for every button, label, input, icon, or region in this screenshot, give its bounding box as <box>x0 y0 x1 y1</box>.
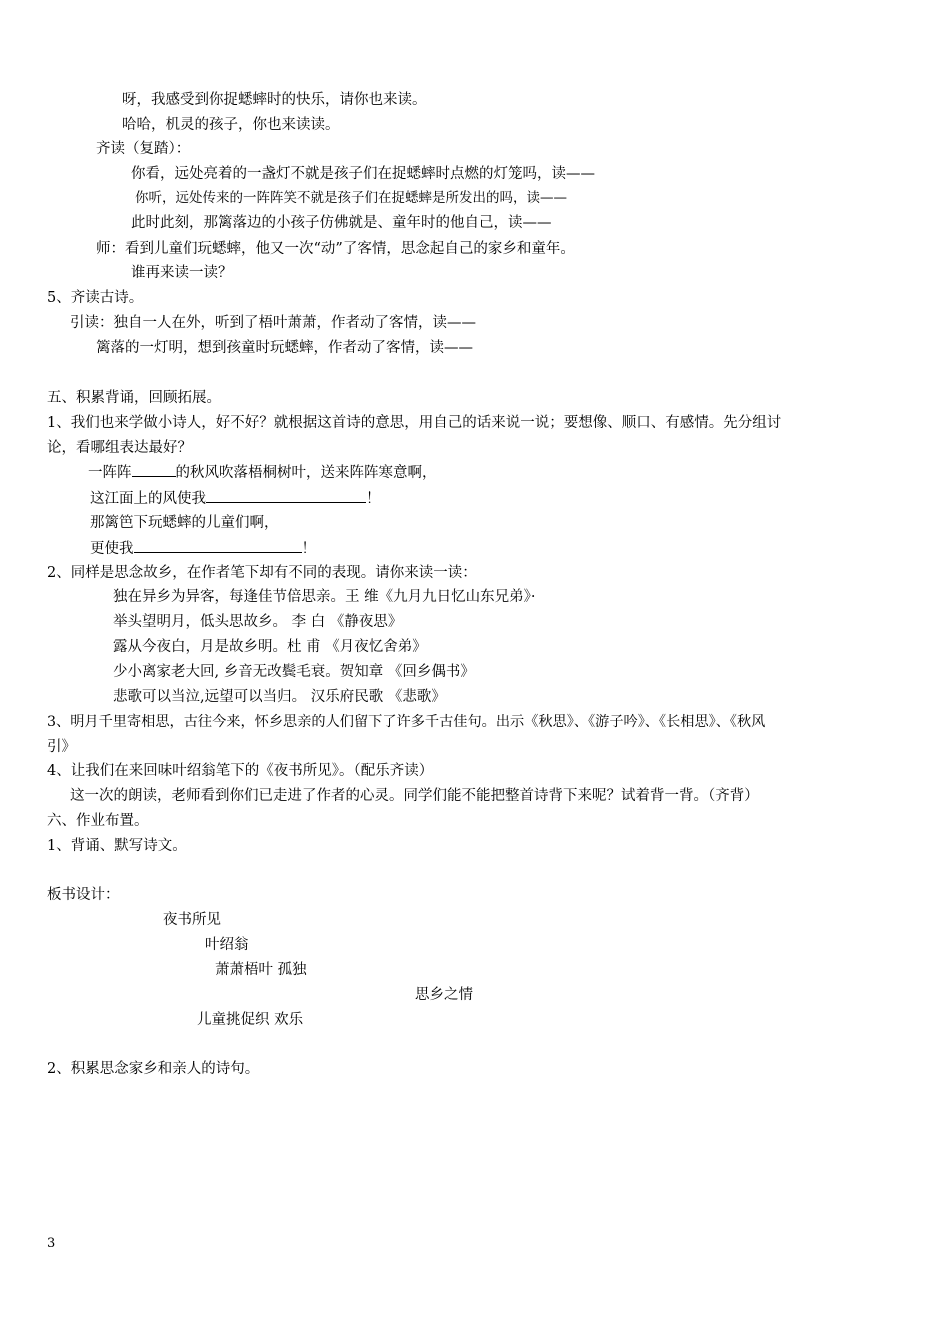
text-line: 师：看到儿童们玩蟋蟀，他又一次“动”了客情，思念起自己的家乡和童年。 <box>96 241 575 257</box>
poem-line: 独在异乡为异客，每逢佳节倍思亲。王 维《九月九日忆山东兄弟》· <box>113 589 536 605</box>
text-line: 你看，远处亮着的一盏灯不就是孩子们在捉蟋蟀时点燃的灯笼吗，读—— <box>131 166 595 182</box>
text-line: 那篱笆下玩蟋蟀的儿童们啊， <box>90 515 279 531</box>
text-line: 4、让我们在来回味叶绍翁笔下的《夜书所见》。（配乐齐读） <box>47 763 434 779</box>
board-item: 萧萧梧叶 孤独 <box>215 962 307 978</box>
text-fragment: 这江面上的风使我 <box>90 491 206 507</box>
text-line: 此时此刻，那篱落边的小孩子仿佛就是、童年时的他自己，读—— <box>131 215 552 231</box>
text-line: 你听，远处传来的一阵阵笑不就是孩子们在捉蟋蟀是所发出的吗，读—— <box>135 190 567 206</box>
board-author: 叶绍翁 <box>205 937 249 953</box>
text-line: 呀，我感受到你捉蟋蟀时的快乐，请你也来读。 <box>122 92 427 108</box>
fill-blank <box>132 462 176 477</box>
fill-in-line <box>90 538 316 559</box>
text-line: 齐读（复踏）： <box>96 141 191 157</box>
text-line: 2、同样是思念故乡，在作者笔下却有不同的表现。请你来读一读： <box>47 565 477 581</box>
fill-in-line <box>90 488 381 509</box>
section-heading: 5、齐读古诗。 <box>47 290 144 306</box>
text-line: 论，看哪组表达最好？ <box>47 440 192 456</box>
page-number: 3 <box>47 1236 56 1251</box>
text-fragment: ！ <box>366 491 381 507</box>
board-theme: 思乡之情 <box>415 987 473 1003</box>
board-title: 夜书所见 <box>163 912 221 928</box>
text-line: 1、背诵、默写诗文。 <box>47 838 187 854</box>
text-fragment: 更使我 <box>90 541 134 557</box>
text-line: 2、积累思念家乡和亲人的诗句。 <box>47 1061 260 1077</box>
text-line: 篱落的一灯明，想到孩童时玩蟋蟀，作者动了客情，读—— <box>96 340 473 356</box>
poem-line: 举头望明月，低头思故乡。 李 白 《静夜思》 <box>113 614 403 630</box>
text-line: 1、我们也来学做小诗人，好不好？就根据这首诗的意思，用自己的话来说一说；要想像、顺口、有感情。先分组讨 <box>47 415 782 431</box>
fill-blank <box>206 488 366 503</box>
poem-line: 悲歌可以当泣,远望可以当归。 汉乐府民歌 《悲歌》 <box>113 689 446 705</box>
section-heading: 五、积累背诵，回顾拓展。 <box>47 390 221 406</box>
text-line: 3、明月千里寄相思，古往今来，怀乡思亲的人们留下了许多千古佳句。出示《秋思》、《游子吟》、《长相思》、《秋风 <box>47 714 766 730</box>
text-fragment: 的秋风吹落梧桐树叶，送来阵阵寒意啊， <box>175 465 437 481</box>
text-fragment: ！ <box>301 541 316 557</box>
text-line: 引读：独自一人在外，听到了梧叶萧萧，作者动了客情，读—— <box>70 315 476 331</box>
board-item: 儿童挑促织 欢乐 <box>197 1012 304 1028</box>
poem-line: 少小离家老大回, 乡音无改鬓毛衰。贺知章 《回乡偶书》 <box>113 664 475 680</box>
text-line: 哈哈，机灵的孩子，你也来读读。 <box>122 117 340 133</box>
text-fragment: 一阵阵 <box>88 465 132 481</box>
text-line: 引》 <box>47 739 76 755</box>
fill-in-line <box>88 462 437 483</box>
text-line: 这一次的朗读，老师看到你们已走进了作者的心灵。同学们能不能把整首诗背下来呢？试着背一背。（齐背） <box>70 788 759 804</box>
board-design-heading: 板书设计： <box>47 887 120 903</box>
fill-blank <box>134 538 302 553</box>
poem-line: 露从今夜白，月是故乡明。杜 甫 《月夜忆舍弟》 <box>113 639 427 655</box>
text-line: 谁再来读一读？ <box>131 265 233 281</box>
section-heading: 六、作业布置。 <box>47 813 149 829</box>
